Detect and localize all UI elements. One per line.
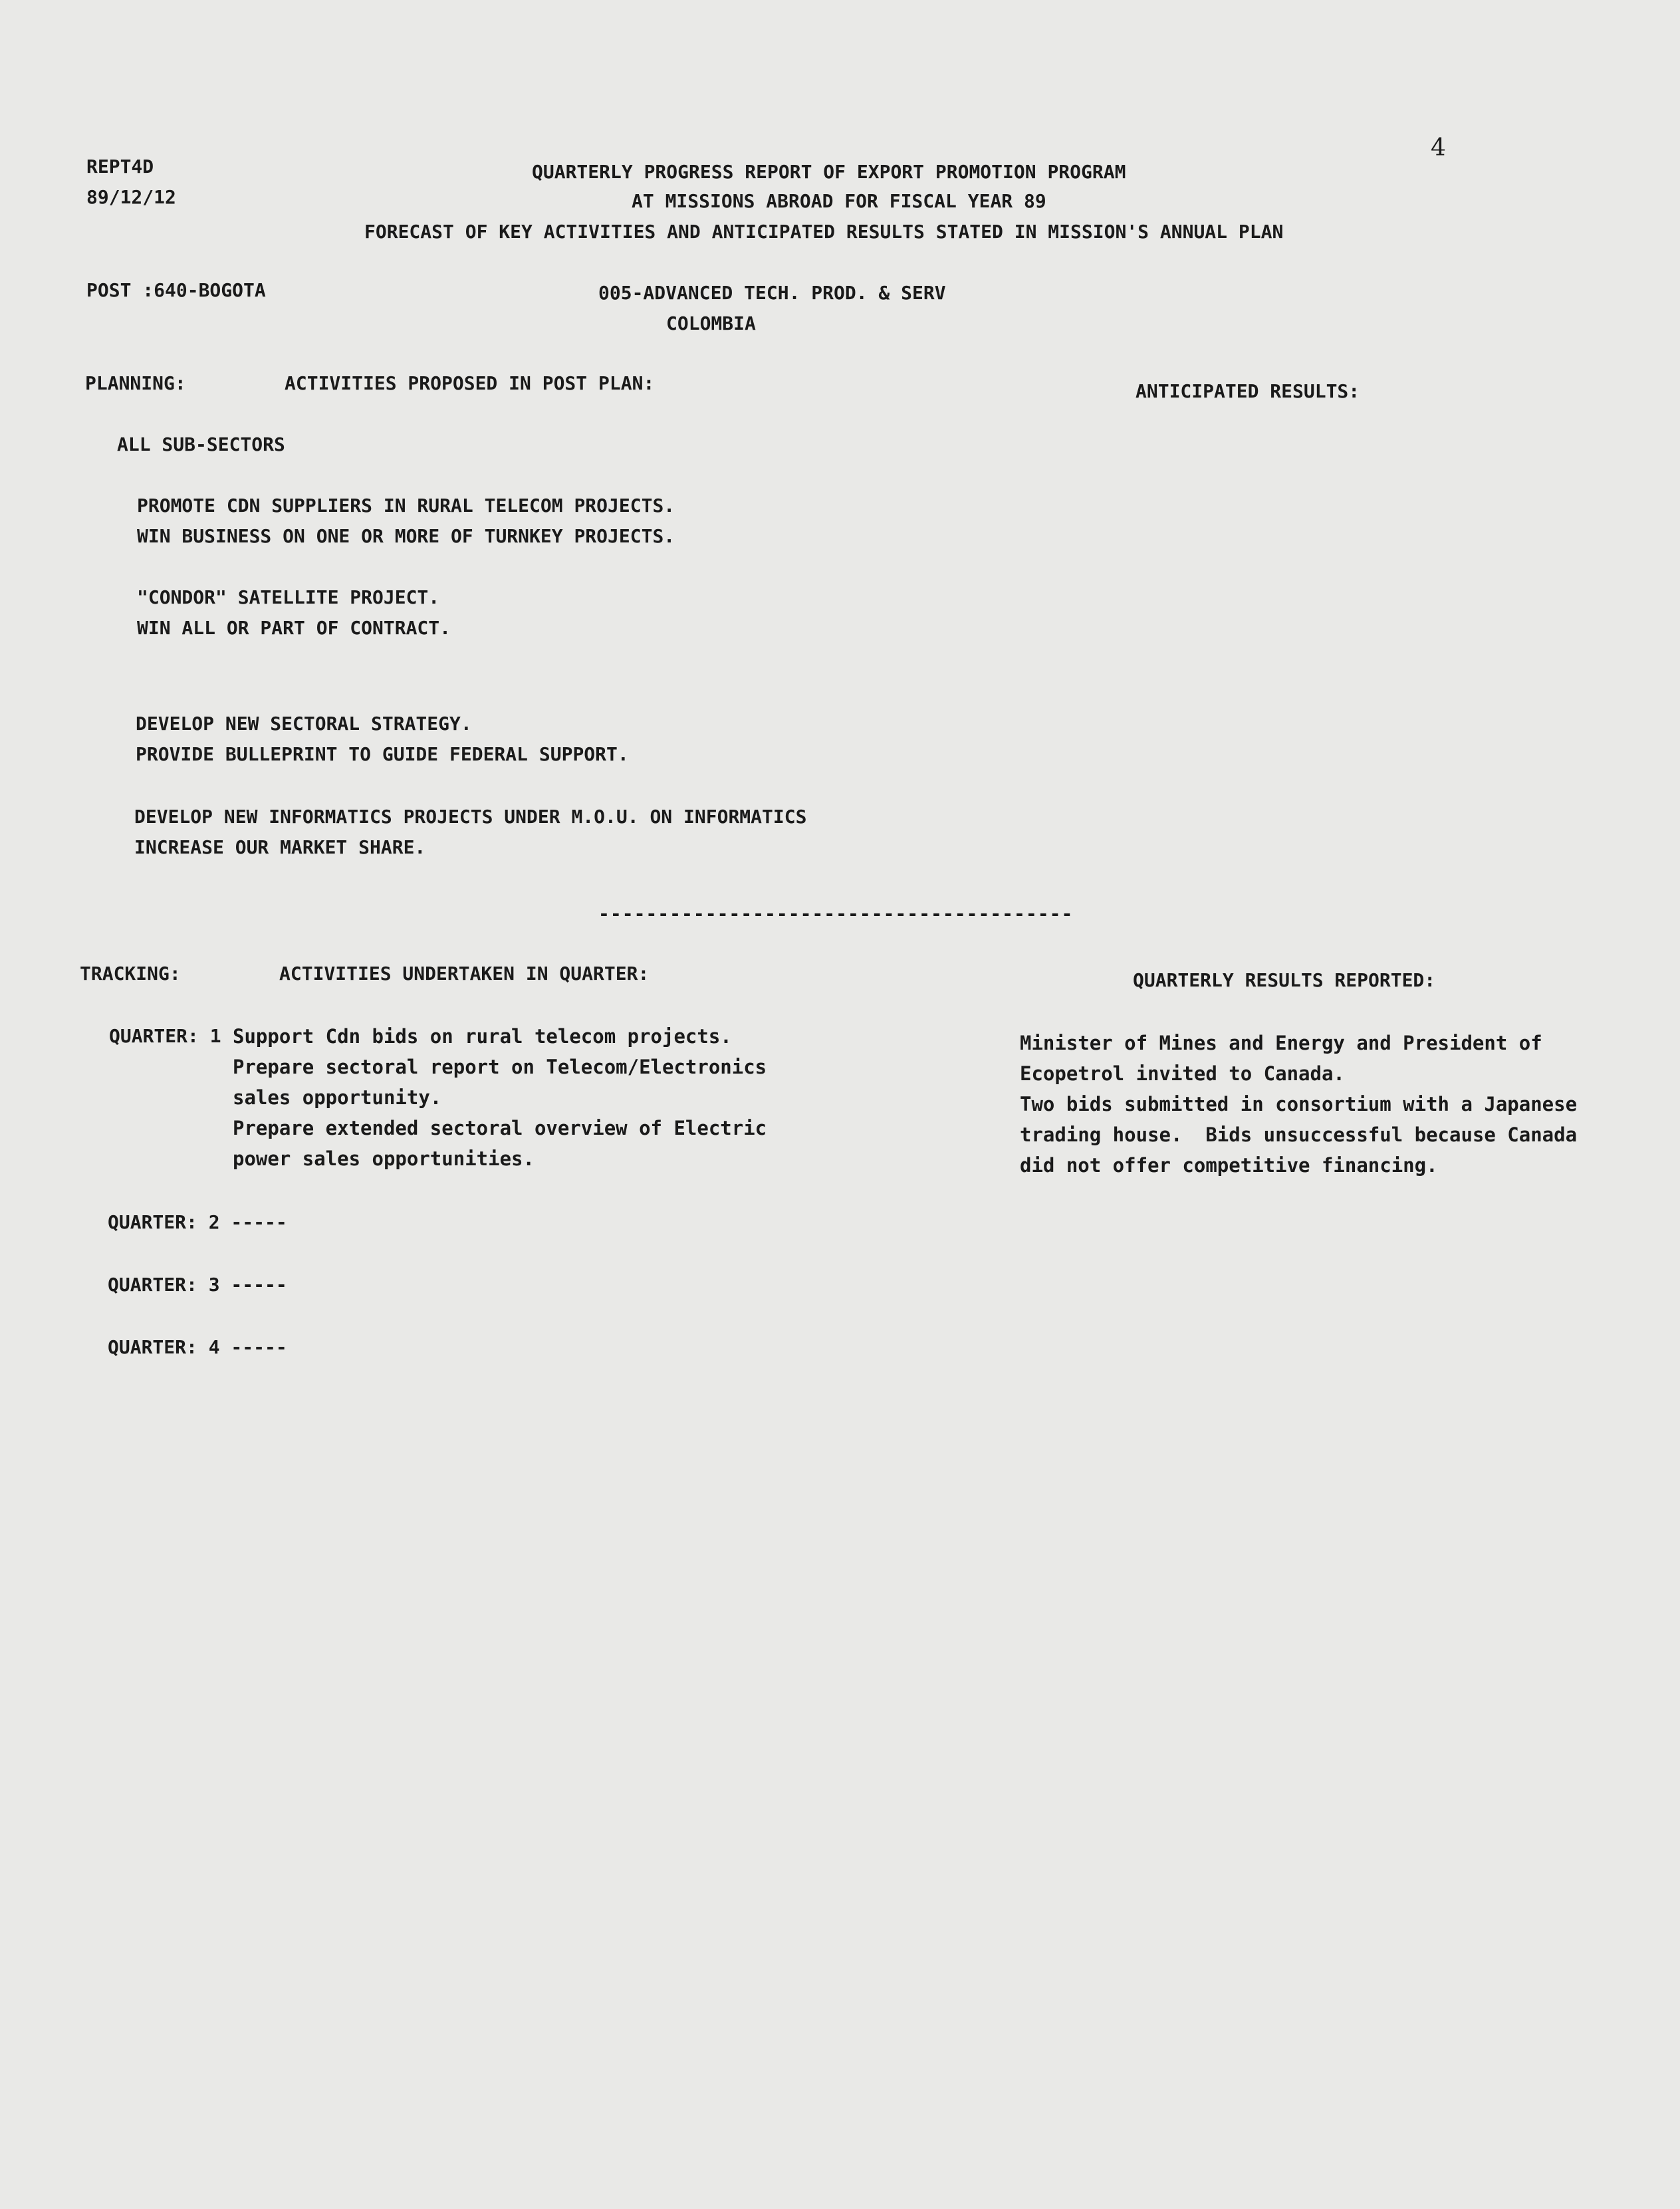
activity-line: power sales opportunities. [233,1147,535,1170]
tracking-label: TRACKING: [80,963,181,985]
report-title-line-3: FORECAST OF KEY ACTIVITIES AND ANTICIPATED RESULTS STATED IN MISSION'S ANNUAL PLAN [364,221,1284,243]
country-name: COLOMBIA [666,312,756,334]
planning-item [137,582,451,643]
sector-name: 005-ADVANCED TECH. PROD. & SERV [598,282,946,304]
planning-item [136,709,629,770]
quarter-2-row: QUARTER: 2 ----- [108,1211,287,1233]
quarter-1-activities [233,1021,767,1174]
report-title-line-1: QUARTERLY PROGRESS REPORT OF EXPORT PROMOTION PROGRAM [532,161,1126,183]
result-line: Ecopetrol invited to Canada. [1020,1062,1345,1085]
planning-item-line: INCREASE OUR MARKET SHARE. [134,836,426,858]
quarter-3-row: QUARTER: 3 ----- [108,1274,287,1296]
result-line: trading house. Bids unsuccessful because Canada [1020,1123,1578,1146]
section-separator: ---------------------------------------- [598,903,1074,925]
anticipated-results-heading: ANTICIPATED RESULTS: [1136,380,1360,402]
report-code: REPT4D [86,156,154,177]
result-line: Minister of Mines and Energy and President of [1020,1032,1542,1054]
result-line: Two bids submitted in consortium with a Japanese [1020,1093,1578,1115]
tracking-activities-heading: ACTIVITIES UNDERTAKEN IN QUARTER: [279,963,650,985]
activity-line: sales opportunity. [233,1086,442,1109]
planning-item [137,491,675,552]
activity-line: Prepare sectoral report on Telecom/Electronics [233,1056,767,1078]
post-label: POST :640-BOGOTA [86,279,266,301]
activity-line: Prepare extended sectoral overview of Electric [233,1117,767,1139]
planning-activities-heading: ACTIVITIES PROPOSED IN POST PLAN: [285,372,655,394]
subsector-label: ALL SUB-SECTORS [117,433,285,455]
quarter-4-row: QUARTER: 4 ----- [108,1336,287,1358]
planning-item-line: WIN BUSINESS ON ONE OR MORE OF TURNKEY PROJECTS. [137,525,675,547]
planning-label: PLANNING: [85,372,186,394]
quarter-1-results [1020,1028,1577,1181]
quarter-1-label: QUARTER: 1 [109,1025,221,1047]
result-line: did not offer competitive financing. [1020,1154,1438,1177]
planning-item-line: "CONDOR" SATELLITE PROJECT. [137,586,440,608]
planning-item-line: DEVELOP NEW INFORMATICS PROJECTS UNDER M.O.U. ON INFORMATICS [134,806,807,828]
report-title-line-2: AT MISSIONS ABROAD FOR FISCAL YEAR 89 [632,190,1046,212]
report-date: 89/12/12 [86,186,176,208]
planning-item-line: DEVELOP NEW SECTORAL STRATEGY. [136,713,472,735]
planning-item-line: WIN ALL OR PART OF CONTRACT. [137,617,451,639]
planning-item-line: PROVIDE BULLEPRINT TO GUIDE FEDERAL SUPPORT. [136,743,629,765]
page-number: 4 [1431,134,1446,162]
quarterly-results-heading: QUARTERLY RESULTS REPORTED: [1133,969,1436,991]
planning-item-line: PROMOTE CDN SUPPLIERS IN RURAL TELECOM PROJECTS. [137,495,675,517]
activity-line: Support Cdn bids on rural telecom projects. [233,1025,732,1048]
planning-item [134,802,806,863]
